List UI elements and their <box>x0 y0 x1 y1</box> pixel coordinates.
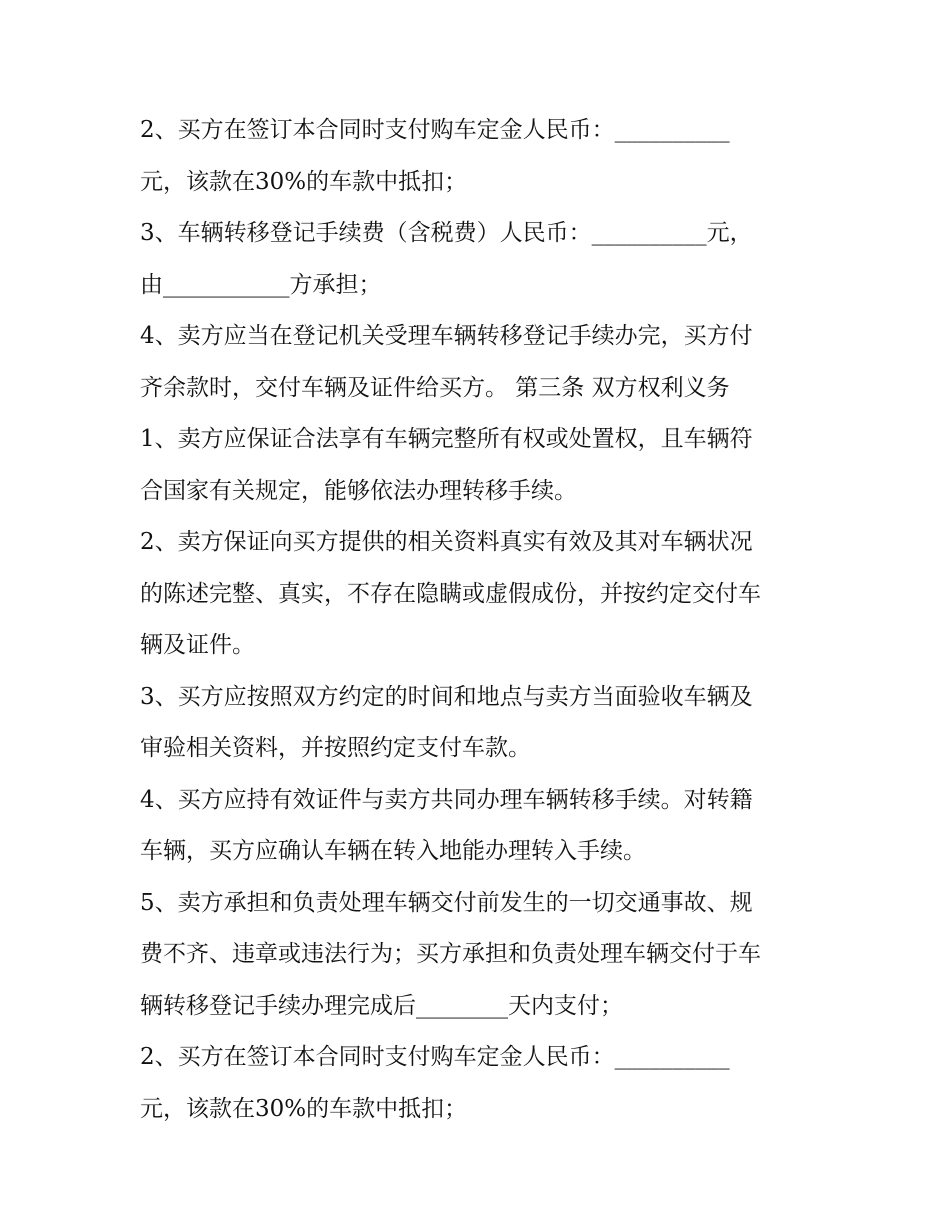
clause-4-delivery-line-1: 4、卖方应当在登记机关受理车辆转移登记手续办完，买方付 <box>140 323 753 349</box>
rights-clause-5-line-2: 费不齐、违章或违法行为；买方承担和负责处理车辆交付于车 <box>140 941 761 967</box>
rights-clause-1-line-1: 1、卖方应保证合法享有车辆完整所有权或处置权，且车辆符 <box>140 426 753 452</box>
clause-3-transfer-fee-line-2: 由___________方承担； <box>140 271 382 298</box>
rights-clause-5-line-1: 5、卖方承担和负责处理车辆交付前发生的一切交通事故、规 <box>140 889 753 916</box>
rights-clause-5-line-3: 辆转移登记手续办理完成后________天内支付； <box>140 992 623 1019</box>
repeated-clause-2-line-2: 元，该款在30%的车款中抵扣； <box>140 1095 468 1122</box>
repeated-clause-2-line-1: 2、买方在签订本合同时支付购车定金人民币：__________ <box>140 1044 730 1070</box>
clause-3-transfer-fee-line-1: 3、车辆转移登记手续费（含税费）人民币：__________元， <box>140 220 753 246</box>
document-body <box>140 105 830 1135</box>
rights-clause-3-line-1: 3、买方应按照双方约定的时间和地点与卖方当面验收车辆及 <box>140 683 753 710</box>
rights-clause-2-line-2: 的陈述完整、真实，不存在隐瞒或虚假成份，并按约定交付车 <box>140 580 761 607</box>
rights-clause-3-line-2: 审验相关资料，并按照约定支付车款。 <box>140 735 531 761</box>
rights-clause-1-line-2: 合国家有关规定，能够依法办理转移手续。 <box>140 477 577 504</box>
rights-clause-4-line-1: 4、买方应持有效证件与卖方共同办理车辆转移手续。对转籍 <box>140 786 753 813</box>
rights-clause-2-line-3: 辆及证件。 <box>140 632 255 658</box>
clause-2-deposit-line-2: 元，该款在30%的车款中抵扣； <box>140 168 468 195</box>
clause-2-deposit-line-1: 2、买方在签订本合同时支付购车定金人民币：__________ <box>140 117 730 143</box>
clause-4-delivery-line-2: 齐余款时，交付车辆及证件给买方。 第三条 双方权利义务 <box>140 374 730 401</box>
rights-clause-2-line-1: 2、卖方保证向买方提供的相关资料真实有效及其对车辆状况 <box>140 529 753 555</box>
rights-clause-4-line-2: 车辆，买方应确认车辆在转入地能办理转入手续。 <box>140 838 646 864</box>
